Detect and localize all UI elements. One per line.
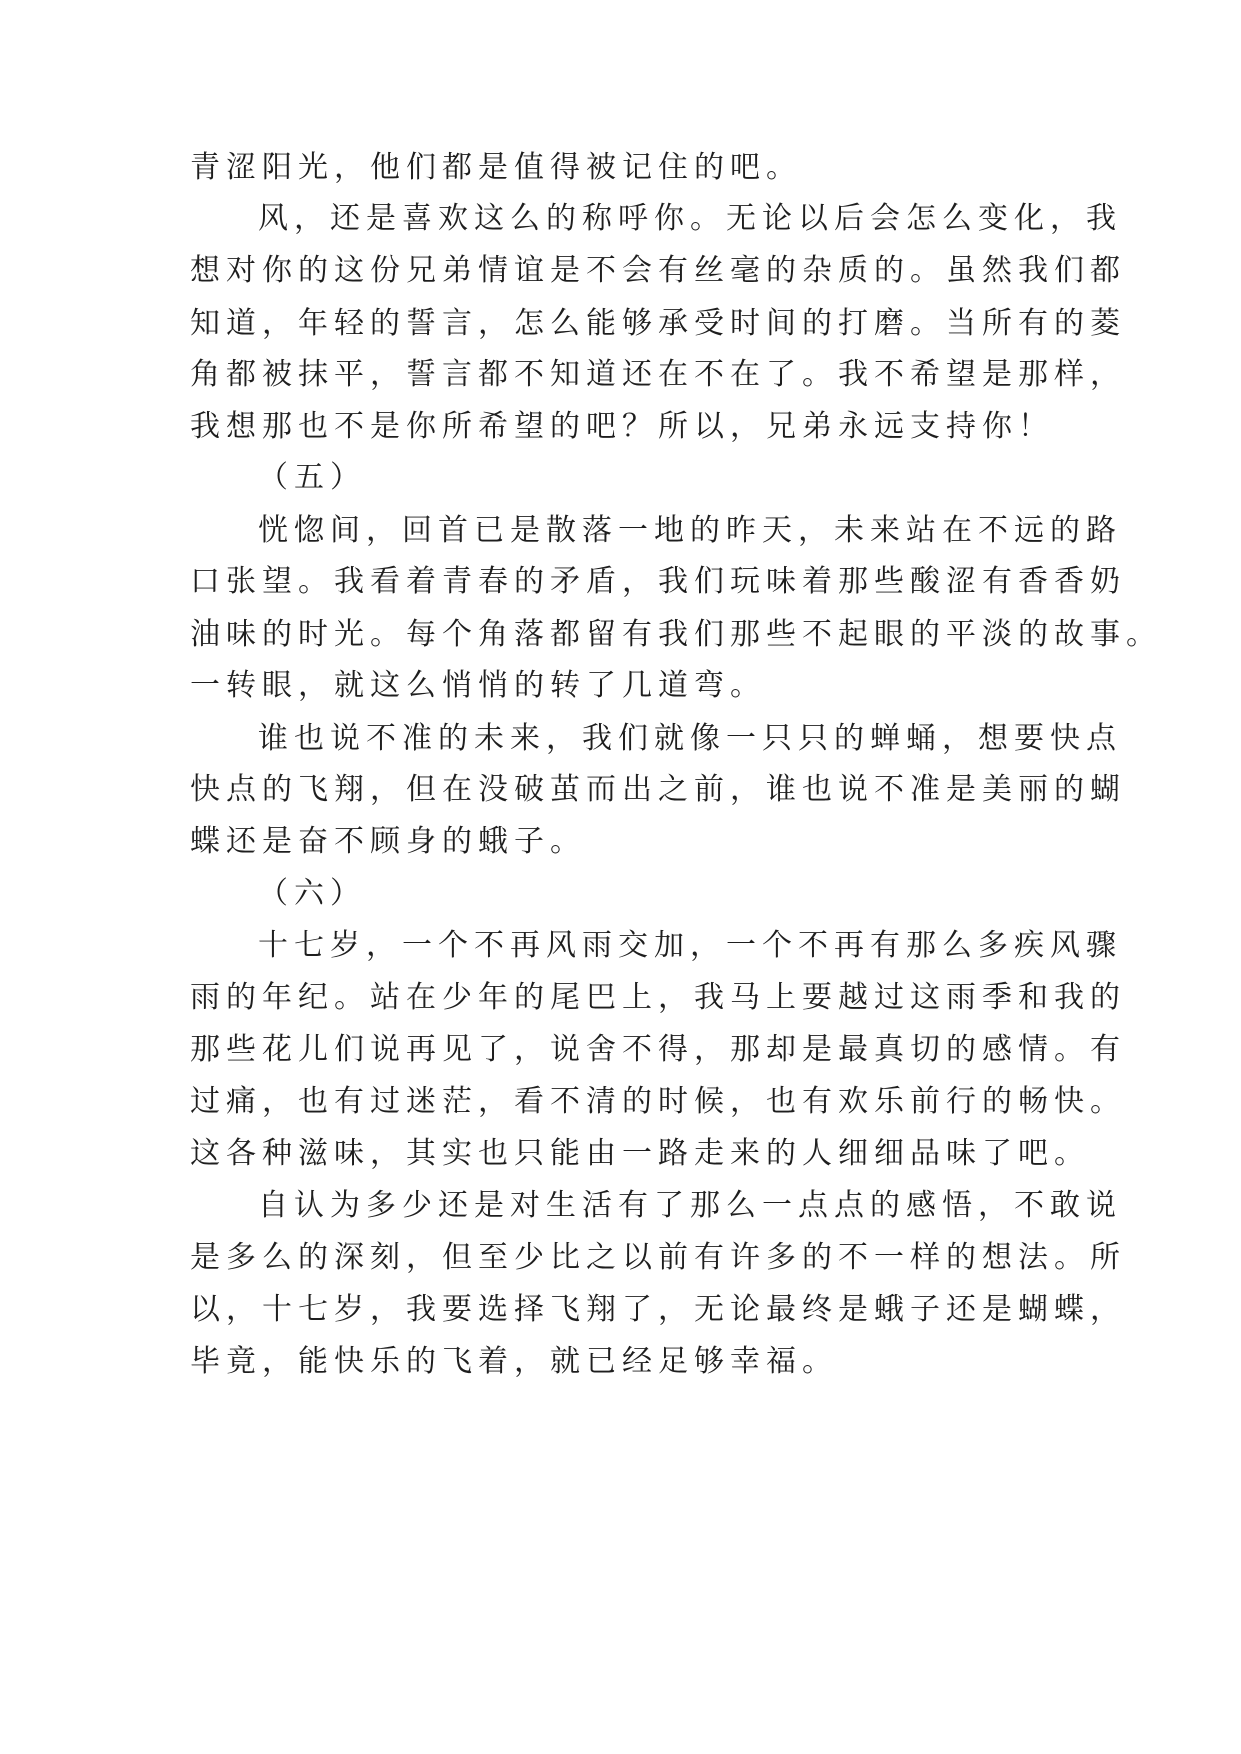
paragraph-start: 十七岁，一个不再风雨交加，一个不再有那么多疾风骤 — [258, 928, 1122, 963]
paragraph-start: 风，还是喜欢这么的称呼你。无论以后会怎么变化，我 — [258, 201, 1122, 236]
section-heading: （六） — [258, 876, 366, 911]
paragraph-start: 自认为多少还是对生活有了那么一点点的感悟，不敢说 — [258, 1188, 1122, 1223]
text-line: 雨的年纪。站在少年的尾巴上，我马上要越过这雨季和我的 — [190, 980, 1126, 1015]
text-line: 口张望。我看着青春的矛盾，我们玩味着那些酸涩有香香奶 — [190, 564, 1126, 599]
text-line: 我想那也不是你所希望的吧？所以，兄弟永远支持你！ — [190, 409, 1054, 444]
text-line: 想对你的这份兄弟情谊是不会有丝毫的杂质的。虽然我们都 — [190, 253, 1126, 288]
text-line: 蝶还是奋不顾身的蛾子。 — [190, 824, 586, 859]
section-heading: （五） — [258, 460, 366, 495]
text-line: 油味的时光。每个角落都留有我们那些不起眼的平淡的故事。 — [190, 617, 1162, 652]
text-line: 过痛，也有过迷茫，看不清的时候，也有欢乐前行的畅快。 — [190, 1084, 1126, 1119]
text-line: 快点的飞翔，但在没破茧而出之前，谁也说不准是美丽的蝴 — [190, 772, 1126, 807]
text-line: 是多么的深刻，但至少比之以前有许多的不一样的想法。所 — [190, 1240, 1126, 1275]
text-line: 青涩阳光，他们都是值得被记住的吧。 — [190, 150, 802, 185]
text-line: 角都被抹平，誓言都不知道还在不在了。我不希望是那样， — [190, 357, 1126, 392]
text-line: 这各种滋味，其实也只能由一路走来的人细细品味了吧。 — [190, 1136, 1090, 1171]
text-line: 知道，年轻的誓言，怎么能够承受时间的打磨。当所有的菱 — [190, 306, 1126, 341]
text-line: 毕竟，能快乐的飞着，就已经足够幸福。 — [190, 1344, 838, 1379]
text-line: 以，十七岁，我要选择飞翔了，无论最终是蛾子还是蝴蝶， — [190, 1292, 1126, 1327]
paragraph-start: 谁也说不准的未来，我们就像一只只的蝉蛹，想要快点 — [258, 721, 1122, 756]
text-line: 那些花儿们说再见了，说舍不得，那却是最真切的感情。有 — [190, 1032, 1126, 1067]
paragraph-start: 恍惚间，回首已是散落一地的昨天，未来站在不远的路 — [258, 513, 1122, 548]
text-line: 一转眼，就这么悄悄的转了几道弯。 — [190, 668, 766, 703]
